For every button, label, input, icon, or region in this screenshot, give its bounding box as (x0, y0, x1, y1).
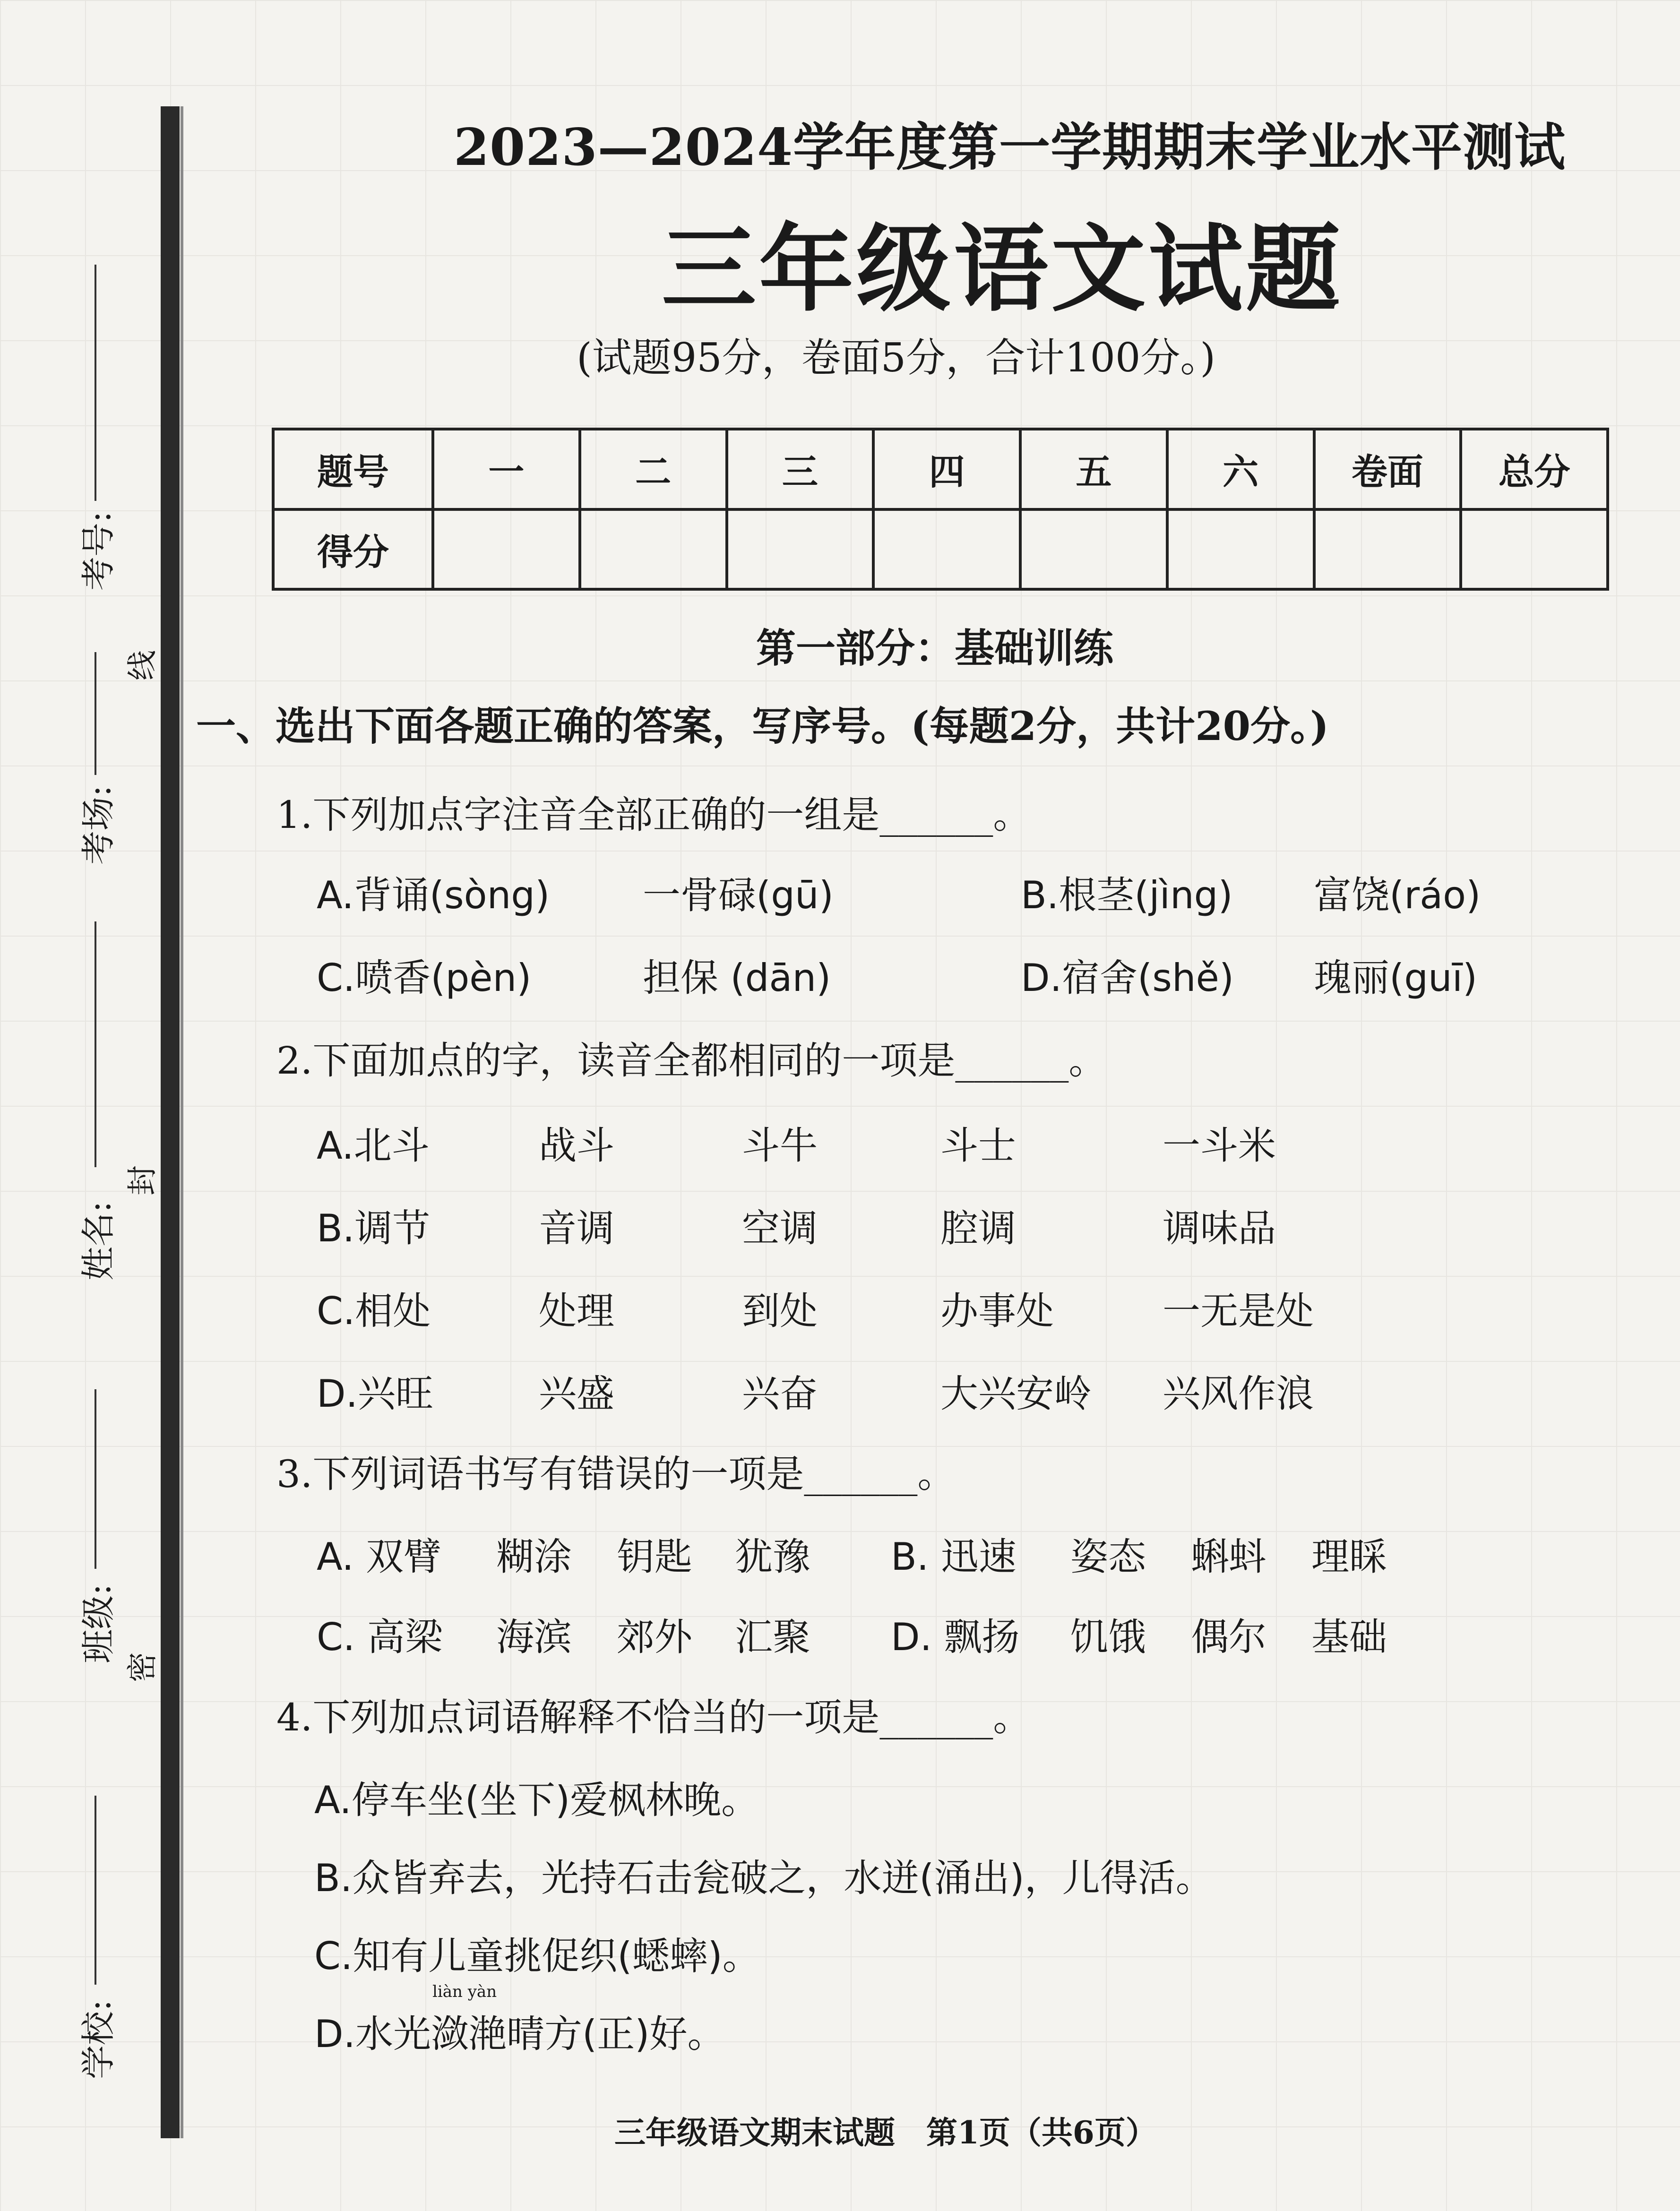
section-title: 一、选出下面各题正确的答案，写序号。(每题2分，共计20分。) (196, 703, 1329, 749)
score-table (272, 428, 1609, 591)
q1-option: C.喷香(pèn) (317, 956, 532, 1000)
table-cell: 二 (580, 429, 727, 509)
question-2-stem: 2.下面加点的字，读音全都相同的一项是______。 (276, 1039, 1107, 1083)
q2-option: 斗士 (940, 1124, 1016, 1168)
q3-option: D. 飘扬 (891, 1615, 1020, 1659)
table-cell: 六 (1167, 429, 1314, 509)
q2-option: 一斗米 (1163, 1124, 1276, 1168)
school-label: 学校: (78, 1999, 118, 2079)
school-line (95, 1796, 96, 1985)
q2-option: 空调 (742, 1206, 818, 1250)
score-cell[interactable] (433, 509, 580, 590)
score-cell[interactable] (1461, 509, 1608, 590)
q2-option: 办事处 (940, 1289, 1054, 1333)
q2-option: 斗牛 (742, 1124, 818, 1168)
name-line (95, 921, 96, 1167)
score-cell[interactable] (873, 509, 1020, 590)
exam-number-line (95, 265, 96, 501)
part-title: 第一部分：基础训练 (756, 625, 1114, 671)
q2-option: C.相处 (317, 1289, 431, 1333)
q3-option: 汇聚 (735, 1615, 810, 1659)
table-cell: 得分 (273, 509, 433, 590)
table-cell: 一 (433, 429, 580, 509)
q2-option: 处理 (539, 1289, 614, 1333)
q1-option: 富饶(ráo) (1314, 873, 1481, 917)
table-cell: 题号 (273, 429, 433, 509)
score-cell[interactable] (1167, 509, 1314, 590)
q2-option: 大兴安岭 (940, 1372, 1092, 1416)
q1-option: B.根茎(jìng) (1021, 873, 1233, 917)
question-1-stem: 1.下列加点字注音全部正确的一组是______。 (276, 793, 1031, 837)
q3-option: 海滨 (496, 1615, 572, 1659)
exam-room-label: 考场: (78, 785, 118, 865)
table-cell: 三 (727, 429, 874, 509)
seal-line-word: 线 (125, 650, 160, 680)
q4-option: C.知有儿童挑促织(蟋蟀)。 (314, 1934, 760, 1978)
exam-room-line (95, 652, 96, 775)
score-cell[interactable] (1314, 509, 1461, 590)
q3-option: 蝌蚪 (1191, 1535, 1266, 1579)
q1-option: 一骨碌(gū) (643, 873, 834, 917)
q2-option: 调味品 (1163, 1206, 1276, 1250)
class-label: 班级: (78, 1583, 118, 1663)
score-cell[interactable] (580, 509, 727, 590)
q1-option: A.背诵(sòng) (317, 873, 550, 917)
table-cell: 总分 (1461, 429, 1608, 509)
binding-bar (161, 106, 180, 2138)
score-table-score-row (273, 509, 1608, 590)
q4-option: B.众皆弃去，光持石击瓮破之，水迸(涌出)，儿得活。 (314, 1856, 1214, 1900)
score-note: (试题95分，卷面5分，合计100分。) (577, 335, 1216, 381)
table-cell: 四 (873, 429, 1020, 509)
q1-option: D.宿舍(shě) (1021, 956, 1234, 1000)
q2-option: 到处 (742, 1289, 818, 1333)
page-footer: 三年级语文期末试题 第1页（共6页） (614, 2114, 1157, 2151)
q2-option: 兴风作浪 (1163, 1372, 1314, 1416)
question-3-stem: 3.下列词语书写有错误的一项是______。 (276, 1452, 956, 1496)
q3-option: B. 迅速 (891, 1535, 1017, 1579)
q3-option: A. 双臂 (317, 1535, 442, 1579)
q3-option: 饥饿 (1070, 1615, 1146, 1659)
exam-year-title: 2023—2024学年度第一学期期末学业水平测试 (454, 118, 1566, 177)
q3-option: 基础 (1311, 1615, 1387, 1659)
q2-option: 一无是处 (1163, 1289, 1314, 1333)
q3-option: 郊外 (617, 1615, 692, 1659)
score-table-header-row (273, 429, 1608, 509)
q2-option: 兴盛 (539, 1372, 614, 1416)
class-line (95, 1389, 96, 1569)
q1-option: 瑰丽(guī) (1314, 956, 1478, 1000)
q2-option: A.北斗 (317, 1124, 430, 1168)
q4-option: D.水光潋滟晴方(正)好。 (314, 2012, 725, 2056)
seal-mi-word: 密 (125, 1652, 160, 1682)
question-4-stem: 4.下列加点词语解释不恰当的一项是______。 (276, 1695, 1031, 1739)
q3-option: 犹豫 (735, 1535, 810, 1579)
q3-option: C. 高梁 (317, 1615, 443, 1659)
exam-number-label: 考号: (78, 511, 118, 591)
table-cell: 卷面 (1314, 429, 1461, 509)
pinyin-annotation: liàn yàn (432, 1982, 497, 2001)
q3-option: 糊涂 (496, 1535, 572, 1579)
q2-option: 腔调 (940, 1206, 1016, 1250)
q3-option: 偶尔 (1191, 1615, 1266, 1659)
score-cell[interactable] (1020, 509, 1167, 590)
q2-option: 战斗 (539, 1124, 614, 1168)
table-cell: 五 (1020, 429, 1167, 509)
q2-option: 兴奋 (742, 1372, 818, 1416)
q4-option: A.停车坐(坐下)爱枫林晚。 (314, 1778, 759, 1822)
q2-option: B.调节 (317, 1206, 431, 1250)
q3-option: 理睬 (1311, 1535, 1387, 1579)
page-title: 三年级语文试题 (662, 215, 1344, 325)
score-cell[interactable] (727, 509, 874, 590)
q2-option: D.兴旺 (317, 1372, 434, 1416)
q3-option: 钥匙 (617, 1535, 692, 1579)
q3-option: 姿态 (1070, 1535, 1146, 1579)
seal-feng-word: 封 (125, 1165, 160, 1196)
q2-option: 音调 (539, 1206, 614, 1250)
name-label: 姓名: (78, 1201, 118, 1281)
q1-option: 担保 (dān) (643, 956, 831, 1000)
